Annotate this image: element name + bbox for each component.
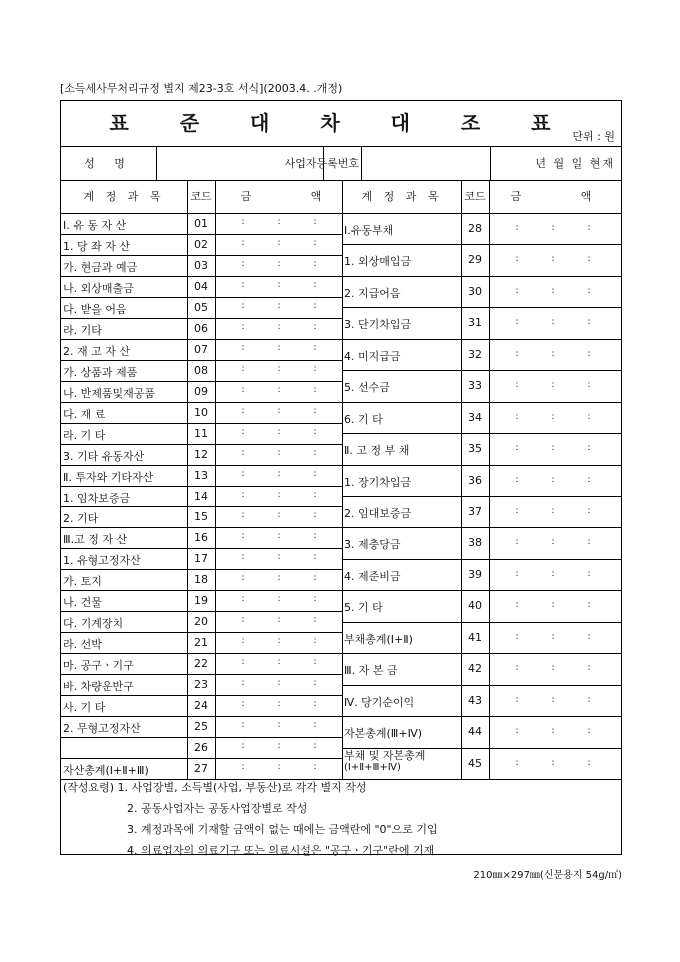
asset-account-label: 나. 건물 [63,596,102,609]
amount-separator: : [515,475,519,485]
amount-separator: : [313,259,317,269]
amount-separator: : [241,301,245,311]
liability-code: 45 [468,757,482,770]
as-of-date[interactable]: 년 월 일 현재 [535,157,615,170]
amount-separator: : [241,490,245,500]
liability-amount-header-1: 금 [510,190,522,203]
row-line [61,318,342,319]
amount-separator: : [277,657,281,667]
row-line [61,381,342,382]
amount-separator: : [313,217,317,227]
asset-account-label: 3. 기타 유동자산 [63,450,145,463]
amount-separator: : [551,569,555,579]
row-line [61,653,342,654]
asset-account-label: 사. 기 타 [63,701,106,714]
balance-sheet-form [60,100,622,855]
liability-account-label: Ⅰ.유동부채 [344,224,394,237]
amount-separator: : [277,448,281,458]
amount-separator: : [587,317,591,327]
asset-account-label: 2. 기타 [63,512,99,525]
liability-code: 30 [468,285,482,298]
row-line [342,465,621,466]
amount-separator: : [241,448,245,458]
asset-account-label: 다. 기계장치 [63,617,124,630]
row-line [342,559,621,560]
amount-separator: : [515,223,519,233]
amount-separator: : [313,343,317,353]
amount-separator: : [241,678,245,688]
liability-account-label: 1. 외상매입금 [344,255,412,268]
amount-separator: : [515,506,519,516]
grid-line [461,181,462,779]
asset-account-label: 마. 공구ㆍ기구 [63,659,134,672]
row-line [61,297,342,298]
amount-separator: : [313,552,317,562]
amount-separator: : [551,663,555,673]
amount-separator: : [551,317,555,327]
row-line [61,611,342,612]
asset-account-label: 라. 기 타 [63,429,106,442]
row-line [342,402,621,403]
amount-separator: : [515,726,519,736]
liability-account-label: 3. 단기차입금 [344,318,412,331]
amount-separator: : [515,663,519,673]
asset-account-label: 나. 반제품및재공품 [63,387,156,400]
asset-code: 19 [194,594,208,607]
amount-separator: : [587,380,591,390]
row-line [342,244,621,245]
amount-separator: : [277,699,281,709]
asset-code: 27 [194,762,208,775]
amount-separator: : [277,217,281,227]
amount-separator: : [241,427,245,437]
name-label: 성 명 [84,157,133,170]
asset-amount-header-2: 액 [310,190,322,203]
row-line [61,276,342,277]
row-line [342,370,621,371]
amount-separator: : [313,720,317,730]
note-2: 2. 공동사업자는 공동사업장별로 작성 [127,802,308,815]
amount-separator: : [551,695,555,705]
row-line [342,307,621,308]
amount-separator: : [241,741,245,751]
row-line [342,748,621,749]
amount-separator: : [551,475,555,485]
amount-separator: : [587,475,591,485]
amount-separator: : [313,238,317,248]
liability-code: 39 [468,568,482,581]
amount-separator: : [587,223,591,233]
liability-code: 44 [468,725,482,738]
row-line [61,716,342,717]
row-line [61,632,342,633]
amount-separator: : [515,600,519,610]
amount-separator: : [587,286,591,296]
note-4: 4. 의료업자의 의료기구 또는 의료시설은 "공구ㆍ기구"란에 기재 [127,844,435,857]
amount-separator: : [313,594,317,604]
note-3: 3. 계정과목에 기재할 금액이 없는 때에는 금액란에 "0"으로 기입 [127,823,438,836]
amount-separator: : [313,762,317,772]
amount-separator: : [277,343,281,353]
row-line [61,255,342,256]
row-line [61,402,342,403]
row-line [61,758,342,759]
row-line [342,590,621,591]
asset-code: 26 [194,741,208,754]
row-line [61,360,342,361]
amount-separator: : [313,657,317,667]
row-line [342,527,621,528]
asset-code: 18 [194,573,208,586]
amount-separator: : [587,349,591,359]
amount-separator: : [515,380,519,390]
asset-account-label: 다. 재 료 [63,408,106,421]
amount-separator: : [313,322,317,332]
amount-separator: : [515,412,519,422]
row-line [61,339,342,340]
amount-separator: : [241,364,245,374]
liability-code: 29 [468,253,482,266]
amount-separator: : [277,636,281,646]
biz-number-label: 사업자등록번호 [284,157,359,170]
amount-separator: : [313,385,317,395]
liability-code: 38 [468,536,482,549]
amount-separator: : [241,552,245,562]
row-line [61,737,342,738]
amount-separator: : [313,280,317,290]
asset-code: 21 [194,636,208,649]
amount-separator: : [551,726,555,736]
amount-separator: : [277,322,281,332]
asset-code: 15 [194,510,208,523]
asset-code: 16 [194,531,208,544]
asset-code: 02 [194,238,208,251]
amount-separator: : [277,615,281,625]
asset-account-label: Ⅲ.고 정 자 산 [63,533,128,546]
liability-code: 33 [468,379,482,392]
amount-separator: : [587,726,591,736]
liability-code: 41 [468,631,482,644]
info-row [61,147,621,181]
liability-code: 37 [468,505,482,518]
amount-separator: : [587,537,591,547]
amount-separator: : [277,280,281,290]
amount-separator: : [241,259,245,269]
liability-code: 35 [468,442,482,455]
liability-account-label: 1. 장기차입금 [344,476,412,489]
amount-separator: : [277,490,281,500]
amount-separator: : [551,380,555,390]
amount-separator: : [241,573,245,583]
row-line [342,276,621,277]
asset-code: 22 [194,657,208,670]
liability-account-label: Ⅳ. 당기순이익 [344,696,415,709]
amount-separator: : [277,469,281,479]
asset-code: 11 [194,427,208,440]
amount-separator: : [551,412,555,422]
amount-separator: : [241,343,245,353]
liability-account-label: Ⅲ. 자 본 금 [344,664,398,677]
row-line [342,496,621,497]
liability-account-label: 4. 제준비금 [344,570,401,583]
amount-separator: : [277,741,281,751]
amount-separator: : [515,349,519,359]
amount-separator: : [277,406,281,416]
amount-separator: : [241,531,245,541]
asset-account-label: 다. 받을 어음 [63,303,127,316]
amount-separator: : [313,406,317,416]
title-row [61,101,621,147]
amount-separator: : [277,385,281,395]
amount-separator: : [241,594,245,604]
amount-separator: : [587,632,591,642]
grid-line [61,213,621,214]
asset-code: 07 [194,343,208,356]
liability-account-label-formula: (Ⅰ+Ⅱ+Ⅲ+Ⅳ) [344,762,401,773]
asset-code: 03 [194,259,208,272]
amount-separator: : [515,317,519,327]
amount-separator: : [277,301,281,311]
asset-code: 25 [194,720,208,733]
amount-separator: : [241,238,245,248]
amount-separator: : [587,254,591,264]
liability-account-label: 3. 제충당금 [344,538,401,551]
amount-separator: : [241,322,245,332]
amount-separator: : [587,600,591,610]
grid-line [187,181,188,779]
amount-separator: : [277,762,281,772]
liability-account-label: 부채총계(Ⅰ+Ⅱ) [344,633,413,646]
asset-account-label: 나. 외상매출금 [63,282,134,295]
asset-code-header: 코드 [190,190,212,203]
amount-separator: : [515,758,519,768]
amount-separator: : [277,238,281,248]
amount-separator: : [313,678,317,688]
liability-account-header: 계 정 과 목 [361,190,443,203]
liability-code: 28 [468,222,482,235]
row-line [61,423,342,424]
amount-separator: : [313,510,317,520]
biz-number-field[interactable] [362,147,490,180]
row-line [61,486,342,487]
row-line [61,527,342,528]
liability-account-label: 부채 및 자본총계 [344,750,426,762]
asset-code: 04 [194,280,208,293]
liability-code: 36 [468,474,482,487]
row-line [61,674,342,675]
amount-separator: : [241,636,245,646]
amount-separator: : [241,469,245,479]
amount-separator: : [587,569,591,579]
asset-account-label: 라. 기타 [63,324,102,337]
asset-code: 24 [194,699,208,712]
amount-separator: : [277,510,281,520]
asset-account-header: 계 정 과 목 [83,190,165,203]
amount-separator: : [515,632,519,642]
asset-account-label: 1. 임차보증금 [63,492,131,505]
asset-code: 05 [194,301,208,314]
asset-code: 17 [194,552,208,565]
liability-code: 34 [468,411,482,424]
form-reference-note: [소득세사무처리규정 별지 제23-3호 서식](2003.4. .개정) [60,82,343,95]
amount-separator: : [277,259,281,269]
amount-separator: : [277,720,281,730]
amount-separator: : [277,678,281,688]
asset-account-label: 1. 유형고정자산 [63,554,141,567]
amount-separator: : [313,469,317,479]
asset-account-label: 가. 현금과 예금 [63,261,138,274]
liability-amount-header-2: 액 [580,190,592,203]
liability-code-header: 코드 [464,190,486,203]
amount-separator: : [313,741,317,751]
amount-separator: : [587,695,591,705]
amount-separator: : [551,349,555,359]
amount-separator: : [277,427,281,437]
amount-separator: : [277,573,281,583]
row-line [61,590,342,591]
liability-account-label: 5. 선수금 [344,381,390,394]
paper-spec: 210㎜×297㎜(신문용지 54g/㎡) [473,870,622,881]
amount-separator: : [313,448,317,458]
asset-code: 23 [194,678,208,691]
liability-code: 31 [468,316,482,329]
amount-separator: : [241,217,245,227]
amount-separator: : [551,223,555,233]
amount-separator: : [313,490,317,500]
amount-separator: : [241,385,245,395]
liability-account-label: 자본총계(Ⅲ+Ⅳ) [344,727,423,740]
amount-separator: : [241,280,245,290]
liability-code: 43 [468,694,482,707]
amount-separator: : [515,286,519,296]
amount-separator: : [277,552,281,562]
amount-separator: : [277,364,281,374]
unit-label: 단위 : 원 [572,130,615,143]
amount-separator: : [241,762,245,772]
asset-account-label: 가. 상품과 제품 [63,366,138,379]
amount-separator: : [587,506,591,516]
row-line [61,465,342,466]
liability-account-label: 5. 기 타 [344,601,383,614]
asset-account-label: 1. 당 좌 자 산 [63,240,130,253]
liability-code: 42 [468,662,482,675]
amount-separator: : [551,254,555,264]
row-line [61,444,342,445]
amount-separator: : [515,569,519,579]
amount-separator: : [515,254,519,264]
row-line [342,685,621,686]
asset-account-label: 가. 토지 [63,575,102,588]
amount-separator: : [313,615,317,625]
amount-separator: : [551,537,555,547]
grid-line [342,181,343,779]
row-line [342,716,621,717]
liability-account-label: 4. 미지급금 [344,350,401,363]
amount-separator: : [241,615,245,625]
asset-code: 06 [194,322,208,335]
amount-separator: : [515,537,519,547]
asset-account-label: 라. 선박 [63,638,102,651]
liability-code: 40 [468,599,482,612]
amount-separator: : [241,720,245,730]
amount-separator: : [313,573,317,583]
amount-separator: : [313,636,317,646]
liability-account-label: 2. 임대보증금 [344,507,412,520]
amount-separator: : [241,510,245,520]
amount-separator: : [277,594,281,604]
amount-separator: : [587,758,591,768]
page-title: 표 준 대 차 대 조 표 [109,111,573,135]
asset-code: 09 [194,385,208,398]
amount-separator: : [515,695,519,705]
amount-separator: : [313,301,317,311]
asset-account-label: 2. 재 고 자 산 [63,345,130,358]
amount-separator: : [551,443,555,453]
amount-separator: : [551,632,555,642]
asset-code: 14 [194,490,208,503]
asset-account-label: 바. 차량운반구 [63,680,134,693]
asset-account-label: 자산총계(Ⅰ+Ⅱ+Ⅲ) [63,764,149,777]
asset-account-label: Ⅱ. 투자와 기타자산 [63,471,154,484]
row-line [61,569,342,570]
row-line [342,622,621,623]
grid-line [489,181,490,779]
liability-account-label: 6. 기 타 [344,413,383,426]
amount-separator: : [551,506,555,516]
amount-separator: : [551,758,555,768]
amount-separator: : [551,600,555,610]
amount-separator: : [241,657,245,667]
asset-code: 20 [194,615,208,628]
amount-separator: : [551,286,555,296]
amount-separator: : [313,427,317,437]
amount-separator: : [313,531,317,541]
amount-separator: : [587,412,591,422]
asset-code: 01 [194,217,208,230]
row-line [342,339,621,340]
amount-separator: : [313,364,317,374]
asset-account-label: 2. 무형고정자산 [63,722,141,735]
asset-code: 08 [194,364,208,377]
row-line [61,695,342,696]
row-line [61,548,342,549]
amount-separator: : [241,406,245,416]
asset-amount-header-1: 금 [240,190,252,203]
amount-separator: : [241,699,245,709]
amount-separator: : [313,699,317,709]
liability-account-label: 2. 지급어음 [344,287,401,300]
amount-separator: : [587,443,591,453]
row-line [342,433,621,434]
asset-code: 12 [194,448,208,461]
row-line [61,506,342,507]
liability-code: 32 [468,348,482,361]
amount-separator: : [515,443,519,453]
note-1: (작성요령) 1. 사업장별, 소득별(사업, 부동산)로 각각 별지 작성 [63,781,367,794]
asset-account-label: Ⅰ. 유 동 자 산 [63,219,127,232]
row-line [342,653,621,654]
amount-separator: : [587,663,591,673]
liability-account-label: Ⅱ. 고 정 부 채 [344,444,410,457]
asset-code: 10 [194,406,208,419]
grid-line [215,181,216,779]
row-line [61,234,342,235]
asset-code: 13 [194,469,208,482]
amount-separator: : [277,531,281,541]
